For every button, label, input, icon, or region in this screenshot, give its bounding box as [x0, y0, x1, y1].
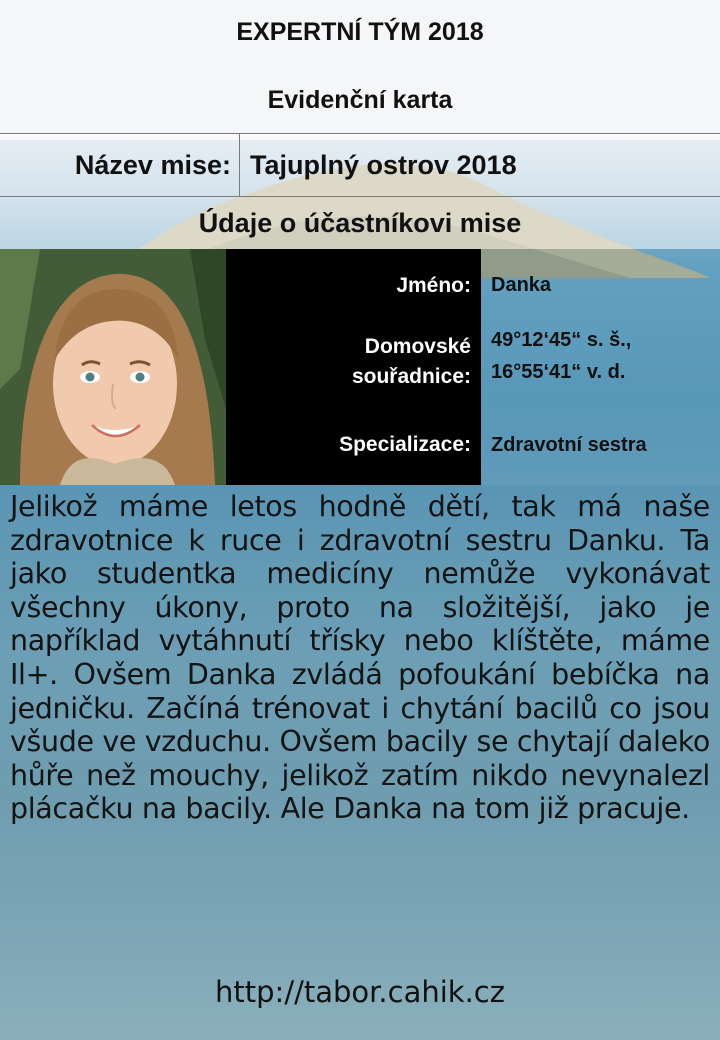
website-url: http://tabor.cahik.cz: [215, 975, 505, 1009]
participant-description: Jelikož máme letos hodně dětí, tak má naše zdravotnice k ruce i zdravotní sestru Danku. Ta jako studentka medicíny nemůže vykonávat všechny úkony, proto na složitější, jako je například vytáhnutí třísky nebo klíštěte, máme Il+. Ovšem Danka zvládá pofoukání bebíčka na jedničku. Začíná trénovat i chytání bacilů co jsou všude ve vzduchu. Ovšem bacily se chytají daleko hůře než mouchy, jelikož zatím nikdo nevynalezl plácačku na bacily. Ale Danka na tom již pracuje.: [10, 490, 711, 826]
participant-photo: [0, 249, 226, 485]
info-labels-panel: [226, 249, 481, 485]
mission-row: [0, 134, 720, 197]
coords-value-line2: 16°55‘41“ v. d.: [491, 361, 626, 383]
card-header: [0, 0, 720, 134]
coords-value-line1: 49°12‘45“ s. š.,: [491, 329, 632, 351]
card-subtitle: Evidenční karta: [267, 86, 453, 114]
name-label: Jméno:: [396, 274, 471, 297]
coords-label-line2: souřadnice:: [351, 365, 471, 388]
info-values-panel: [481, 249, 720, 485]
spec-label: Specializace:: [339, 433, 471, 456]
name-value: Danka: [491, 274, 552, 296]
spec-value: Zdravotní sestra: [491, 434, 647, 456]
mission-value: Tajuplný ostrov 2018: [250, 150, 517, 180]
card-title: EXPERTNÍ TÝM 2018: [236, 18, 484, 46]
mission-label: Název mise:: [0, 134, 240, 196]
participant-section-heading: Údaje o účastníkovi mise: [0, 197, 720, 249]
coords-label-line1: Domovské: [364, 335, 471, 358]
